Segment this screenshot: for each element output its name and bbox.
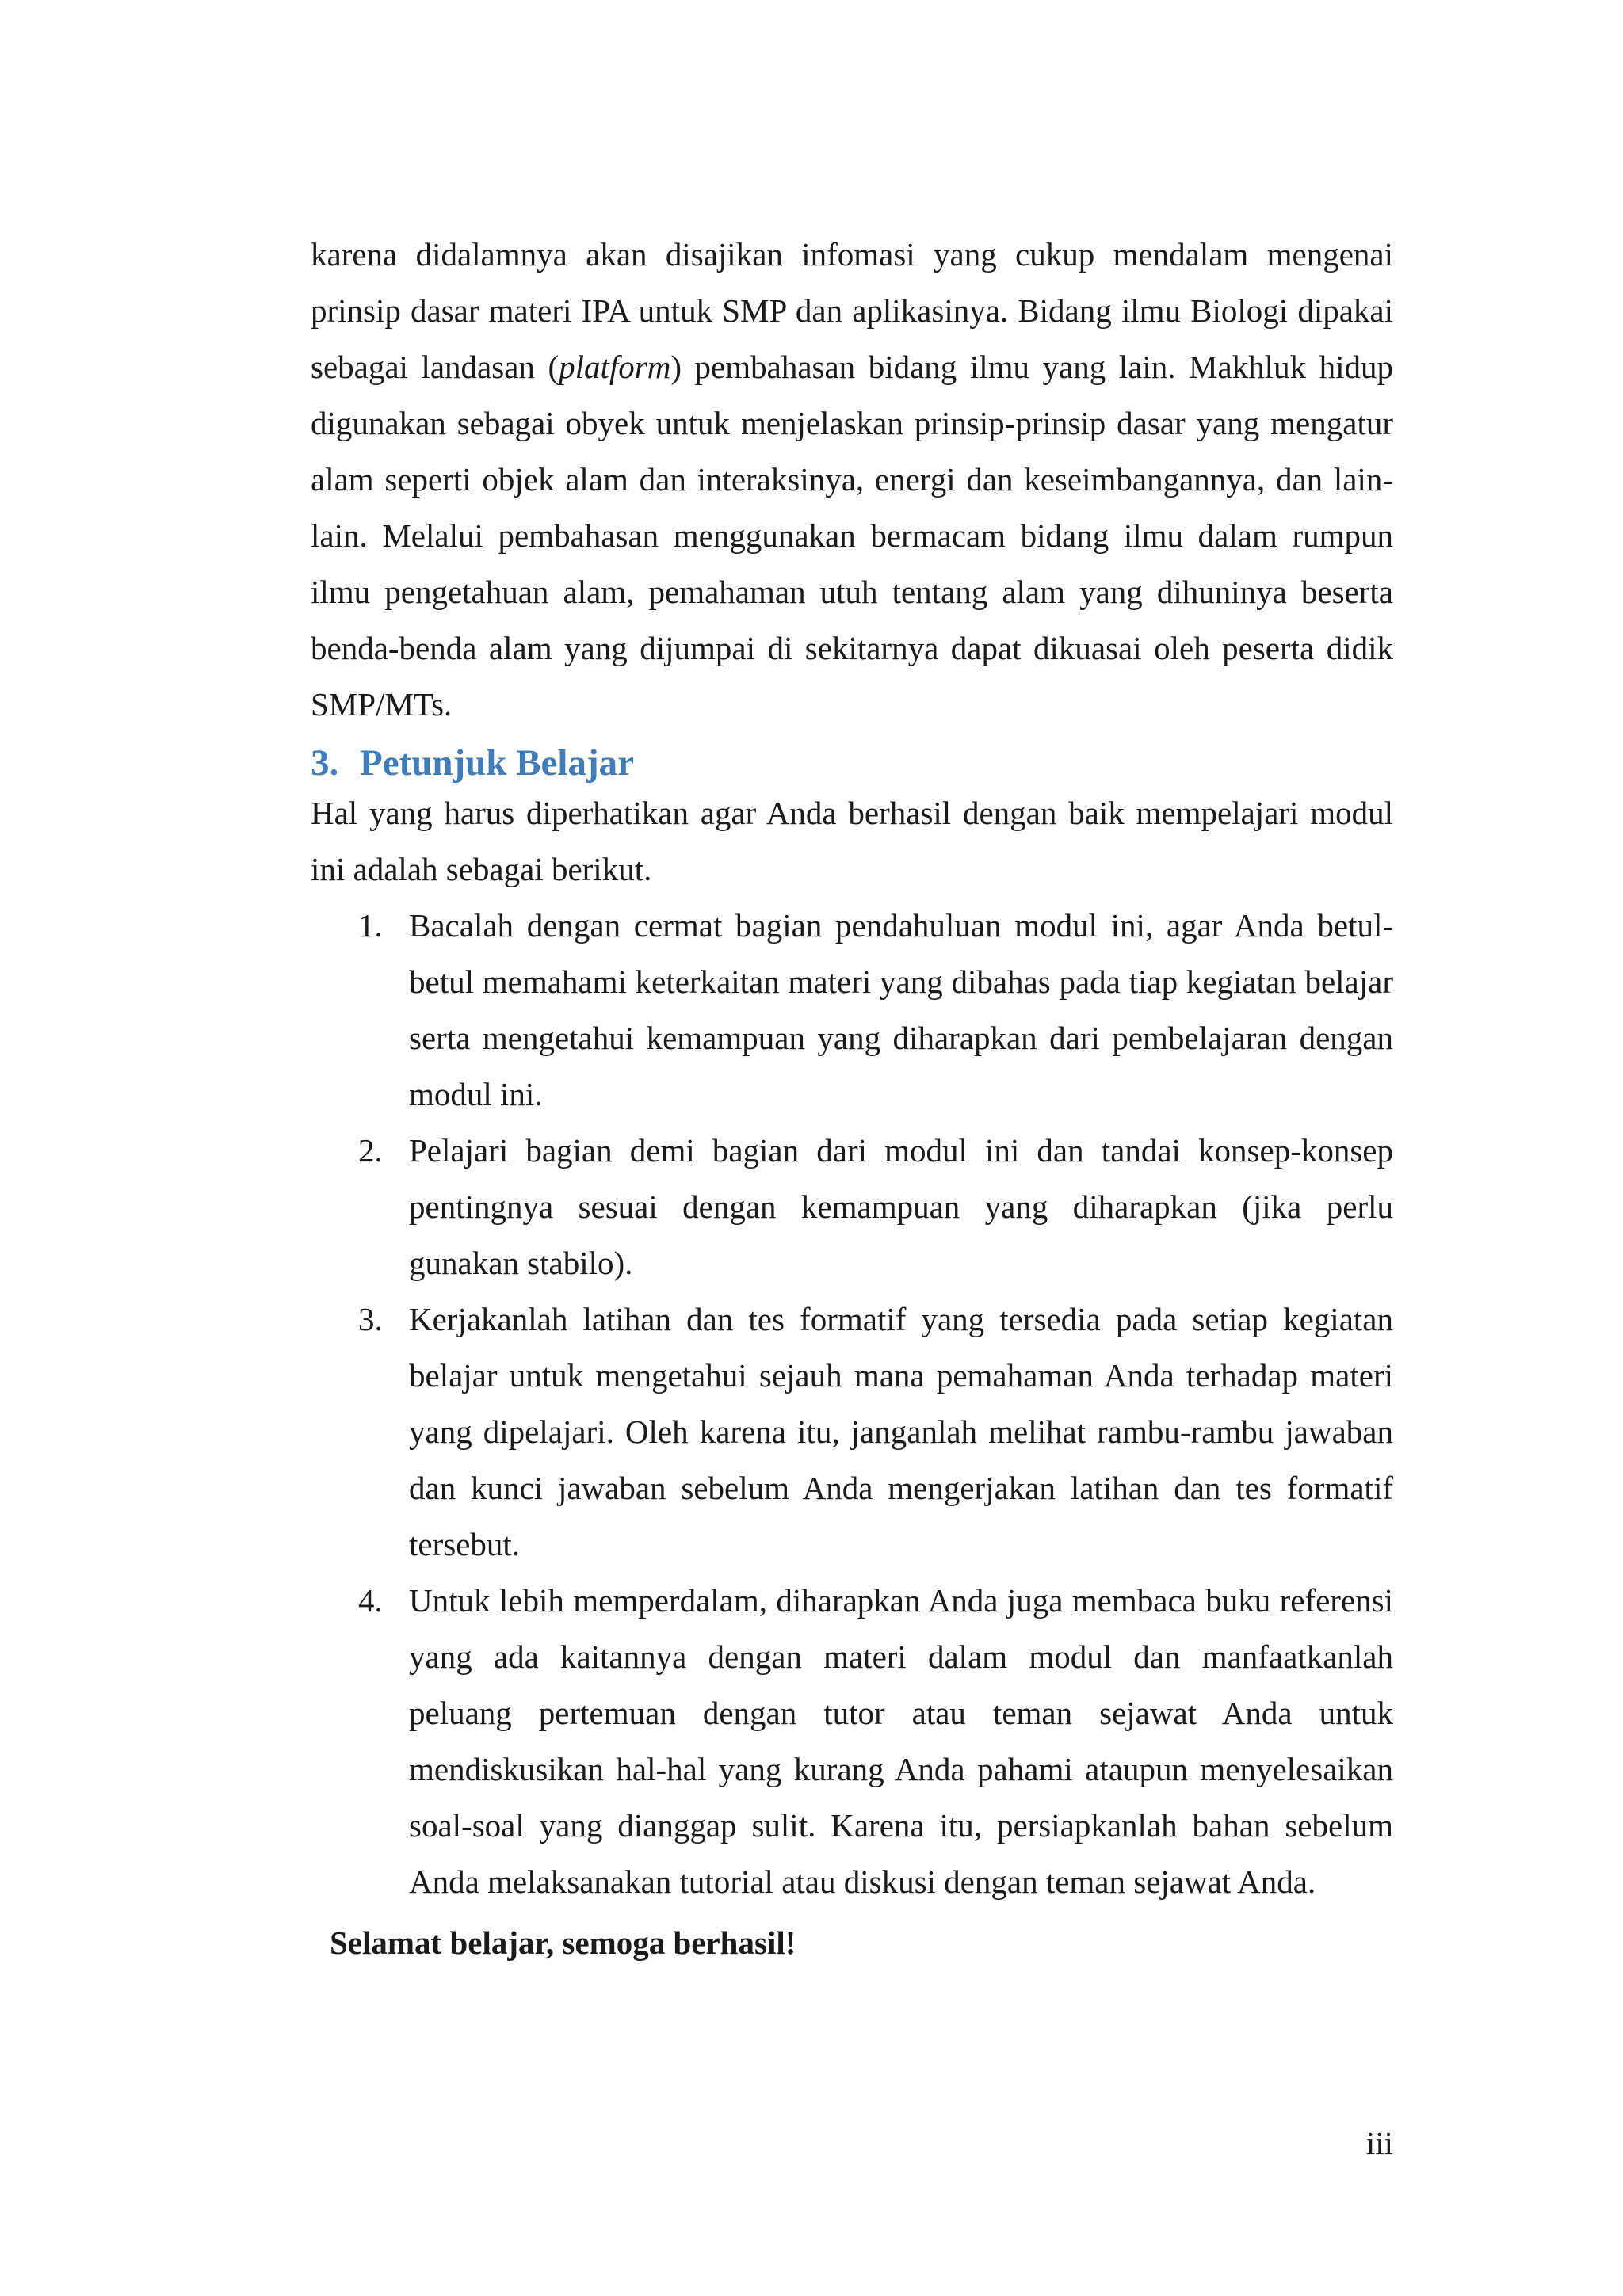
- list-item-text: Untuk lebih memperdalam, diharapkan Anda juga membaca buku referensi yang ada kaitannya dengan materi dalam modul dan manfaatkanlah peluang pertemuan dengan tutor atau teman sejawat Anda untuk mendiskusikan hal-hal yang kurang Anda pahami ataupun menyelesaikan soal-soal yang dianggap sulit. Karena itu, persiapkanlah bahan sebelum Anda melaksanakan tutorial atau diskusi dengan teman sejawat Anda.: [409, 1582, 1393, 1900]
- instructions-list: [311, 898, 1393, 1910]
- intro-text-part1: karena didalamnya akan disajikan infomasi yang cukup mendalam mengenai prinsip dasar materi IPA untuk SMP dan aplikasinya. Bidang ilmu Biologi dipakai sebagai landasan (: [311, 236, 1393, 385]
- list-item: [311, 1291, 1393, 1573]
- section-number: 3.: [311, 742, 339, 784]
- page-number: iii: [1365, 2125, 1393, 2161]
- list-item: [311, 898, 1393, 1123]
- list-item-number: 4.: [358, 1582, 383, 1619]
- intro-paragraph: [311, 227, 1393, 733]
- intro-text-part2: ) pembahasan bidang ilmu yang lain. Makhluk hidup digunakan sebagai obyek untuk menjelaskan prinsip-prinsip dasar yang mengatur alam seperti objek alam dan interaksinya, energi dan keseimbangannya, dan lain-lain. Melalui pembahasan menggunakan bermacam bidang ilmu dalam rumpun ilmu pengetahuan alam, pemahaman utuh tentang alam yang dihuninya beserta benda-benda alam yang dijumpai di sekitarnya dapat dikuasai oleh peserta didik SMP/MTs.: [311, 349, 1393, 723]
- list-item-text: Bacalah dengan cermat bagian pendahuluan modul ini, agar Anda betul-betul memahami keterkaitan materi yang dibahas pada tiap kegiatan belajar serta mengetahui kemampuan yang diharapkan dari pembelajaran dengan modul ini.: [409, 907, 1393, 1112]
- list-item: [311, 1573, 1393, 1910]
- list-item-number: 1.: [358, 907, 383, 944]
- closing-remark: Selamat belajar, semoga berhasil!: [330, 1924, 796, 1961]
- list-item-text: Pelajari bagian demi bagian dari modul ini dan tandai konsep-konsep pentingnya sesuai dengan kemampuan yang diharapkan (jika perlu gunakan stabilo).: [409, 1132, 1393, 1281]
- section-title: Petunjuk Belajar: [360, 742, 634, 784]
- section-lead: Hal yang harus diperhatikan agar Anda berhasil dengan baik mempelajari modul ini adalah sebagai berikut.: [311, 795, 1393, 887]
- section-heading: [311, 741, 1393, 785]
- list-item-number: 3.: [358, 1301, 383, 1337]
- list-item: [311, 1123, 1393, 1291]
- list-item-text: Kerjakanlah latihan dan tes formatif yang tersedia pada setiap kegiatan belajar untuk mengetahui sejauh mana pemahaman Anda terhadap materi yang dipelajari. Oleh karena itu, janganlah melihat rambu-rambu jawaban dan kunci jawaban sebelum Anda mengerjakan latihan dan tes formatif tersebut.: [409, 1301, 1393, 1562]
- intro-italic-term: platform: [559, 349, 671, 385]
- page-content: [311, 227, 1393, 1971]
- list-item-number: 2.: [358, 1132, 383, 1169]
